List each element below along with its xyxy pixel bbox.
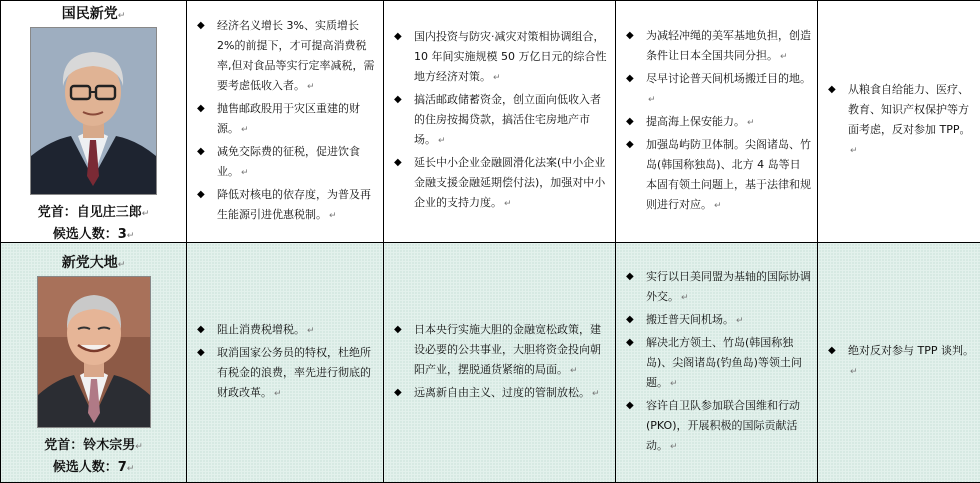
- party-cell: [1, 1, 187, 243]
- list-item: ◆ 容许自卫队参加联合国维和行动(PKO)，开展积极的国际贡献活动。 ↵: [626, 396, 811, 457]
- policy-cell-tax: [187, 243, 384, 483]
- list-item: ◆ 国内投资与防灾·减灾对策相协调组合，10 年间实施规模 50 万亿日元的综合性地方经济对策。 ↵: [394, 27, 609, 88]
- policy-cell-tax: [187, 1, 384, 243]
- list-item: ◆ 取消国家公务员的特权，杜绝所有税金的浪费，率先进行彻底的财政改革。 ↵: [197, 343, 377, 404]
- list-item: ◆ 绝对反对参与 TPP 谈判。↵: [828, 341, 974, 382]
- list-item: ◆ 抛售邮政股用于灾区重建的财源。 ↵: [197, 99, 377, 140]
- policy-cell-economy: [384, 243, 616, 483]
- leader-photo: [37, 276, 151, 428]
- list-item: ◆ 经济名义增长 3%、实质增长 2%的前提下，才可提高消费税率,但对食品等实行定率减税，需要考虑低收入者。 ↵: [197, 16, 377, 97]
- list-item: ◆ 尽早讨论普天间机场搬迁目的地。↵: [626, 69, 811, 110]
- list-item: ◆ 解决北方领土、竹岛(韩国称独岛)、尖阁诸岛(钓鱼岛)等领土问题。 ↵: [626, 333, 811, 394]
- candidate-count: 候选人数：3↵: [1, 223, 186, 242]
- leader-photo: [30, 27, 157, 195]
- list-item: ◆ 为减轻冲绳的美军基地负担，创造条件让日本全国共同分担。 ↵: [626, 26, 811, 67]
- list-item: ◆ 减免交际费的征税，促进饮食业。 ↵: [197, 142, 377, 183]
- list-item: ◆ 实行以日美同盟为基轴的国际协调外交。 ↵: [626, 267, 811, 308]
- leader-name: 党首：自见庄三郎↵: [1, 201, 186, 220]
- leader-name: 党首：铃木宗男↵: [1, 434, 186, 453]
- candidate-count: 候选人数：7↵: [1, 456, 186, 475]
- list-item: ◆ 提高海上保安能力。 ↵: [626, 112, 811, 133]
- party-name: 国民新党↵: [1, 3, 186, 23]
- list-item: ◆ 阻止消费税增税。 ↵: [197, 320, 377, 341]
- table-row: [1, 1, 980, 243]
- table-row: [1, 243, 980, 483]
- policy-cell-tpp: [818, 243, 980, 483]
- policy-cell-security: [616, 1, 818, 243]
- list-item: ◆ 远离新自由主义、过度的管制放松。 ↵: [394, 383, 609, 404]
- list-item: ◆ 搞活邮政储蓄资金，创立面向低收入者的住房按揭贷款，搞活住宅房地产市场。 ↵: [394, 90, 609, 151]
- party-name: 新党大地↵: [1, 252, 186, 272]
- list-item: ◆ 加强岛屿防卫体制。尖阁诸岛、竹岛(韩国称独岛)、北方 4 岛等日本固有领土问题上，基于法律和规则进行对应。 ↵: [626, 135, 811, 216]
- list-item: ◆ 延长中小企业金融圆滑化法案(中小企业金融支援金融延期偿付法)，加强对中小企业的支持力度。 ↵: [394, 153, 609, 214]
- list-item: ◆ 从粮食自给能力、医疗、教育、知识产权保护等方面考虑，反对参加 TPP。↵: [828, 80, 974, 161]
- policy-cell-economy: [384, 1, 616, 243]
- policy-cell-security: [616, 243, 818, 483]
- list-item: ◆ 搬迁普天间机场。 ↵: [626, 310, 811, 331]
- party-cell: [1, 243, 187, 483]
- list-item: ◆ 降低对核电的依存度，为普及再生能源引进优惠税制。 ↵: [197, 185, 377, 226]
- list-item: ◆ 日本央行实施大胆的金融宽松政策，建设必要的公共事业，大胆将资金投向朝阳产业，摆脱通货紧缩的局面。 ↵: [394, 320, 609, 381]
- policy-cell-tpp: [818, 1, 980, 243]
